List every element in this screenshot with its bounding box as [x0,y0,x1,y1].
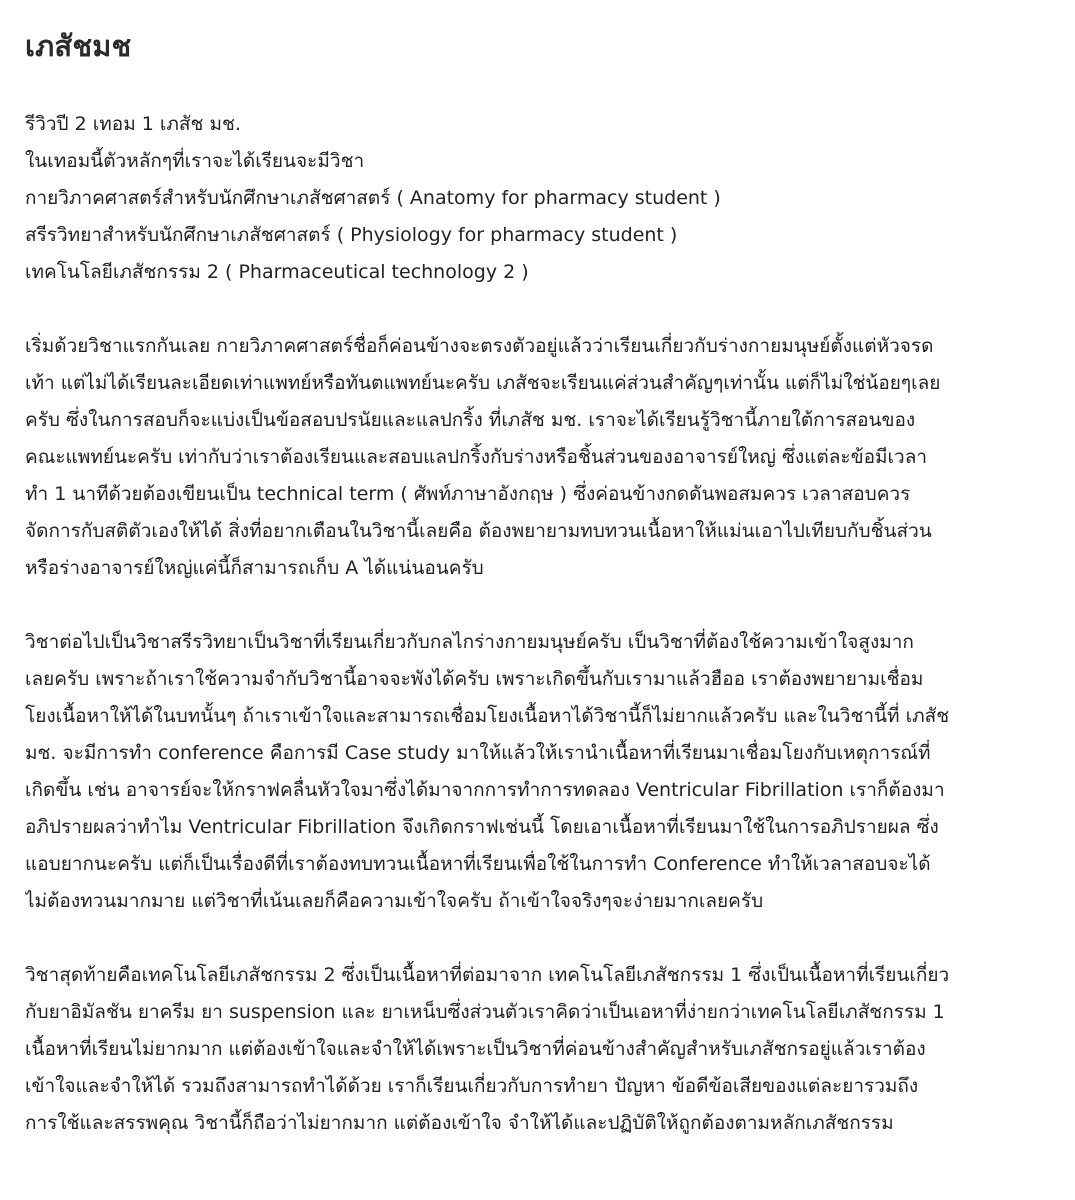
paragraph-line: เลยครับ เพราะถ้าเราใช้ความจำกับวิชานี้อาจจะพังได้ครับ เพราะเกิดขึ้นกับเรามาแล้วฮืออ เราต้องพยายามเชื่อม [25,668,924,690]
paragraph-physiology [25,624,1045,920]
intro-line: ในเทอมนี้ตัวหลักๆที่เราจะได้เรียนจะมีวิชา [25,150,365,172]
intro-line: กายวิภาคศาสตร์สำหรับนักศึกษาเภสัชศาสตร์ ( Anatomy for pharmacy student ) [25,187,721,209]
paragraph-line: กับยาอิมัลชัน ยาครีม ยา suspension และ ยาเหน็บซึ่งส่วนตัวเราคิดว่าเป็นเอหาที่ง่ายกว่าเทคโนโลยีเภสัชกรรม 1 [25,1001,945,1023]
paragraph-line: เท้า แต่ไม่ได้เรียนละเอียดเท่าแพทย์หรือทันตแพทย์นะครับ เภสัชจะเรียนแค่ส่วนสำคัญๆเท่านั้น แต่ก็ไม่ใช่น้อยๆเลย [25,372,941,394]
intro-line: เทคโนโลยีเภสัชกรรม 2 ( Pharmaceutical technology 2 ) [25,261,529,283]
intro-line: รีวิวปี 2 เทอม 1 เภสัช มช. [25,113,241,135]
paragraph-line: วิชาสุดท้ายคือเทคโนโลยีเภสัชกรรม 2 ซึ่งเป็นเนื้อหาที่ต่อมาจาก เทคโนโลยีเภสัชกรรม 1 ซึ่งเป็นเนื้อหาที่เรียนเกี่ยว [25,964,950,986]
paragraph-pharm-tech [25,957,1045,1142]
paragraph-line: โยงเนื้อหาให้ได้ในบทนั้นๆ ถ้าเราเข้าใจและสามารถเชื่อมโยงเนื้อหาได้วิชานี้ก็ไม่ยากแล้วครับ และในวิชานี้ที่ เภสัช [25,705,950,727]
article-title: เภสัชมช [25,29,132,63]
paragraph-line: ทำ 1 นาทีด้วยต้องเขียนเป็น technical term ( ศัพท์ภาษาอังกฤษ ) ซึ่งค่อนข้างกดดันพอสมควร เวลาสอบควร [25,483,911,505]
paragraph-line: มช. จะมีการทำ conference คือการมี Case study มาให้แล้วให้เรานำเนื้อหาที่เรียนมาเชื่อมโยงกับเหตุการณ์ที่ [25,742,931,764]
paragraph-line: จัดการกับสติตัวเองให้ได้ สิ่งที่อยากเตือนในวิชานี้เลยคือ ต้องพยายามทบทวนเนื้อหาให้แม่นเอาไปเทียบกับชิ้นส่วน [25,520,932,542]
paragraph-line: เนื้อหาที่เรียนไม่ยากมาก แต่ต้องเข้าใจและจำให้ได้เพราะเป็นวิชาที่ค่อนข้างสำคัญสำหรับเภสัชกรอยู่แล้วเราต้อง [25,1038,926,1060]
paragraph-line: ไม่ต้องทวนมากมาย แต่วิชาที่เน้นเลยก็คือความเข้าใจครับ ถ้าเข้าใจจริงๆจะง่ายมากเลยครับ [25,890,764,912]
paragraph-line: เกิดขึ้น เช่น อาจารย์จะให้กราฟคลื่นหัวใจมาซึ่งได้มาจากการทำการทดลอง Ventricular Fibrillation เราก็ต้องมา [25,779,945,801]
paragraph-anatomy [25,328,1045,587]
paragraph-line: วิชาต่อไปเป็นวิชาสรีรวิทยาเป็นวิชาที่เรียนเกี่ยวกับกลไกร่างกายมนุษย์ครับ เป็นวิชาที่ต้องใช้ความเข้าใจสูงมาก [25,631,914,653]
paragraph-line: อภิปรายผลว่าทำไม Ventricular Fibrillation จึงเกิดกราฟเช่นนี้ โดยเอาเนื้อหาที่เรียนมาใช้ในการอภิปรายผล ซึ่ง [25,816,939,838]
paragraph-line: เข้าใจและจำให้ได้ รวมถึงสามารถทำได้ด้วย เราก็เรียนเกี่ยวกับการทำยา ปัญหา ข้อดีข้อเสียของแต่ละยารวมถึง [25,1075,919,1097]
paragraph-line: หรือร่างอาจารย์ใหญ่แค่นี้ก็สามารถเก็บ A ได้แน่นอนครับ [25,557,484,579]
paragraph-line: ครับ ซึ่งในการสอบก็จะแบ่งเป็นข้อสอบปรนัยและแลปกริ้ง ที่เภสัช มช. เราจะได้เรียนรู้วิชานี้ภายใต้การสอนของ [25,409,916,431]
paragraph-line: การใช้และสรรพคุณ วิชานี้ก็ถือว่าไม่ยากมาก แต่ต้องเข้าใจ จำให้ได้และปฏิบัติให้ถูกต้องตามหลักเภสัชกรรม [25,1112,894,1134]
intro-line: สรีรวิทยาสำหรับนักศึกษาเภสัชศาสตร์ ( Physiology for pharmacy student ) [25,224,678,246]
paragraph-line: แอบยากนะครับ แต่ก็เป็นเรื่องดีที่เราต้องทบทวนเนื้อหาที่เรียนเพื่อใช้ในการทำ Conference ทำให้เวลาสอบจะได้ [25,853,931,875]
paragraph-line: เริ่มด้วยวิชาแรกกันเลย กายวิภาคศาสตร์ชื่อก็ค่อนข้างจะตรงตัวอยู่แล้วว่าเรียนเกี่ยวกับร่างกายมนุษย์ตั้งแต่หัวจรด [25,335,934,357]
intro-block [25,106,1045,291]
paragraph-line: คณะแพทย์นะครับ เท่ากับว่าเราต้องเรียนและสอบแลปกริ้งกับร่างหรือชิ้นส่วนของอาจารย์ใหญ่ ซึ่งแต่ละข้อมีเวลา [25,446,928,468]
